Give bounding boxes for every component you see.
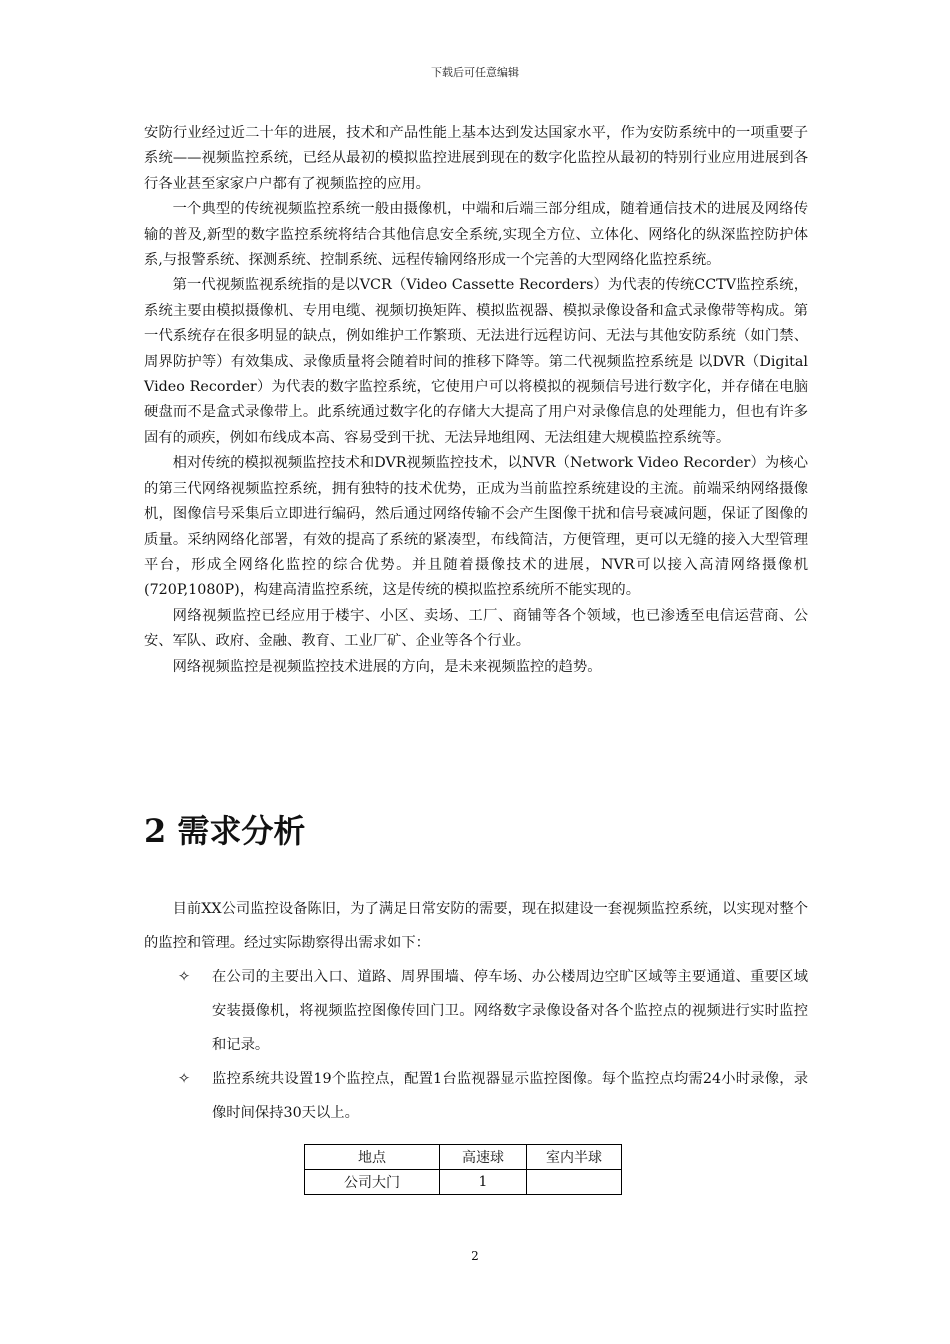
paragraph: 网络视频监控已经应用于楼宇、小区、卖场、工厂、商铺等各个领域，也已渗透至电信运营商、公安、军队、政府、金融、教育、工业厂矿、企业等各个行业。 [144, 607, 808, 650]
paragraph: 安防行业经过近二十年的进展，技术和产品性能上基本达到发达国家水平，作为安防系统中的一项重要子系统——视频监控系统，已经从最初的模拟监控进展到现在的数字化监控从最初的特别行业应用进展到各行各业甚至家家户户都有了视频监控的应用。 [144, 125, 808, 192]
page-header: 下载后可任意编辑 [431, 66, 519, 79]
paragraph: 相对传统的模拟视频监控技术和DVR视频监控技术，以NVR（Network Video Recorder）为核心的第三代网络视频监控系统，拥有独特的技术优势，正成为当前监控系统建设的主流。前端采纳网络摄像机，图像信号采集后立即进行编码，然后通过网络传输不会产生图像干扰和信号衰减问题，保证了图像的质量。采纳网络化部署，有效的提高了系统的紧凑型，布线简洁，方便管理，更可以无缝的接入大型管理平台，形成全网络化监控的综合优势。并且随着摄像技术的进展，NVR可以接入高清网络摄像机(720P,1080P)，构建高清监控系统，这是传统的模拟监控系统所不能实现的。 [144, 455, 808, 599]
diamond-bullet-icon: ✧ [178, 969, 190, 985]
list-item [144, 960, 808, 1062]
body-text [144, 121, 808, 680]
paragraph: 一个典型的传统视频监控系统一般由摄像机，中端和后端三部分组成，随着通信技术的进展及网络传输的普及,新型的数字监控系统将结合其他信息安全系统,实现全方位、立体化、网络化的纵深监控防护体系,与报警系统、探测系统、控制系统、远程传输网络形成一个完善的大型网络化监控系统。 [144, 201, 808, 269]
table-cell: 公司大门 [305, 1170, 440, 1195]
list-item-text: 监控系统共设置19个监控点，配置1台监视器显示监控图像。每个监控点均需24小时录像，录像时间保持30天以上。 [212, 1071, 808, 1121]
column-header: 室内半球 [527, 1145, 622, 1170]
location-table [304, 1144, 622, 1195]
section-heading: 2 需求分析 [144, 812, 306, 850]
list-item [144, 1062, 808, 1130]
table-cell: 1 [440, 1170, 527, 1195]
requirements-section [144, 892, 808, 1130]
column-header: 高速球 [440, 1145, 527, 1170]
table-cell [527, 1170, 622, 1195]
requirements-intro: 目前XX公司监控设备陈旧，为了满足日常安防的需要，现在拟建设一套视频监控系统，以实现对整个的监控和管理。经过实际勘察得出需求如下： [144, 901, 808, 951]
paragraph: 第一代视频监视系统指的是以VCR（Video Cassette Recorders）为代表的传统CCTV监控系统，系统主要由模拟摄像机、专用电缆、视频切换矩阵、模拟监视器、模拟录像设备和盒式录像带等构成。第一代系统存在很多明显的缺点，例如维护工作繁琐、无法进行远程访问、无法与其他安防系统（如门禁、周界防护等）有效集成、录像质量将会随着时间的推移下降等。第二代视频监控系统是 以DVR（Digital Video Recorder）为代表的数字监控系统，它使用户可以将模拟的视频信号进行数字化，并存储在电脑硬盘而不是盒式录像带上。此系统通过数字化的存储大大提高了用户对录像信息的处理能力，但也有许多固有的顽疾，例如布线成本高、容易受到干扰、无法异地组网、无法组建大规模监控系统等。 [144, 277, 808, 446]
list-item-text: 在公司的主要出入口、道路、周界围墙、停车场、办公楼周边空旷区域等主要通道、重要区域安装摄像机，将视频监控图像传回门卫。网络数字录像设备对各个监控点的视频进行实时监控和记录。 [212, 969, 808, 1053]
diamond-bullet-icon: ✧ [178, 1071, 190, 1087]
column-header: 地点 [305, 1145, 440, 1170]
table-header-row [305, 1145, 622, 1170]
page-number: 2 [471, 1249, 479, 1263]
paragraph: 网络视频监控是视频监控技术进展的方向，是未来视频监控的趋势。 [172, 658, 602, 675]
table-row [305, 1170, 622, 1195]
